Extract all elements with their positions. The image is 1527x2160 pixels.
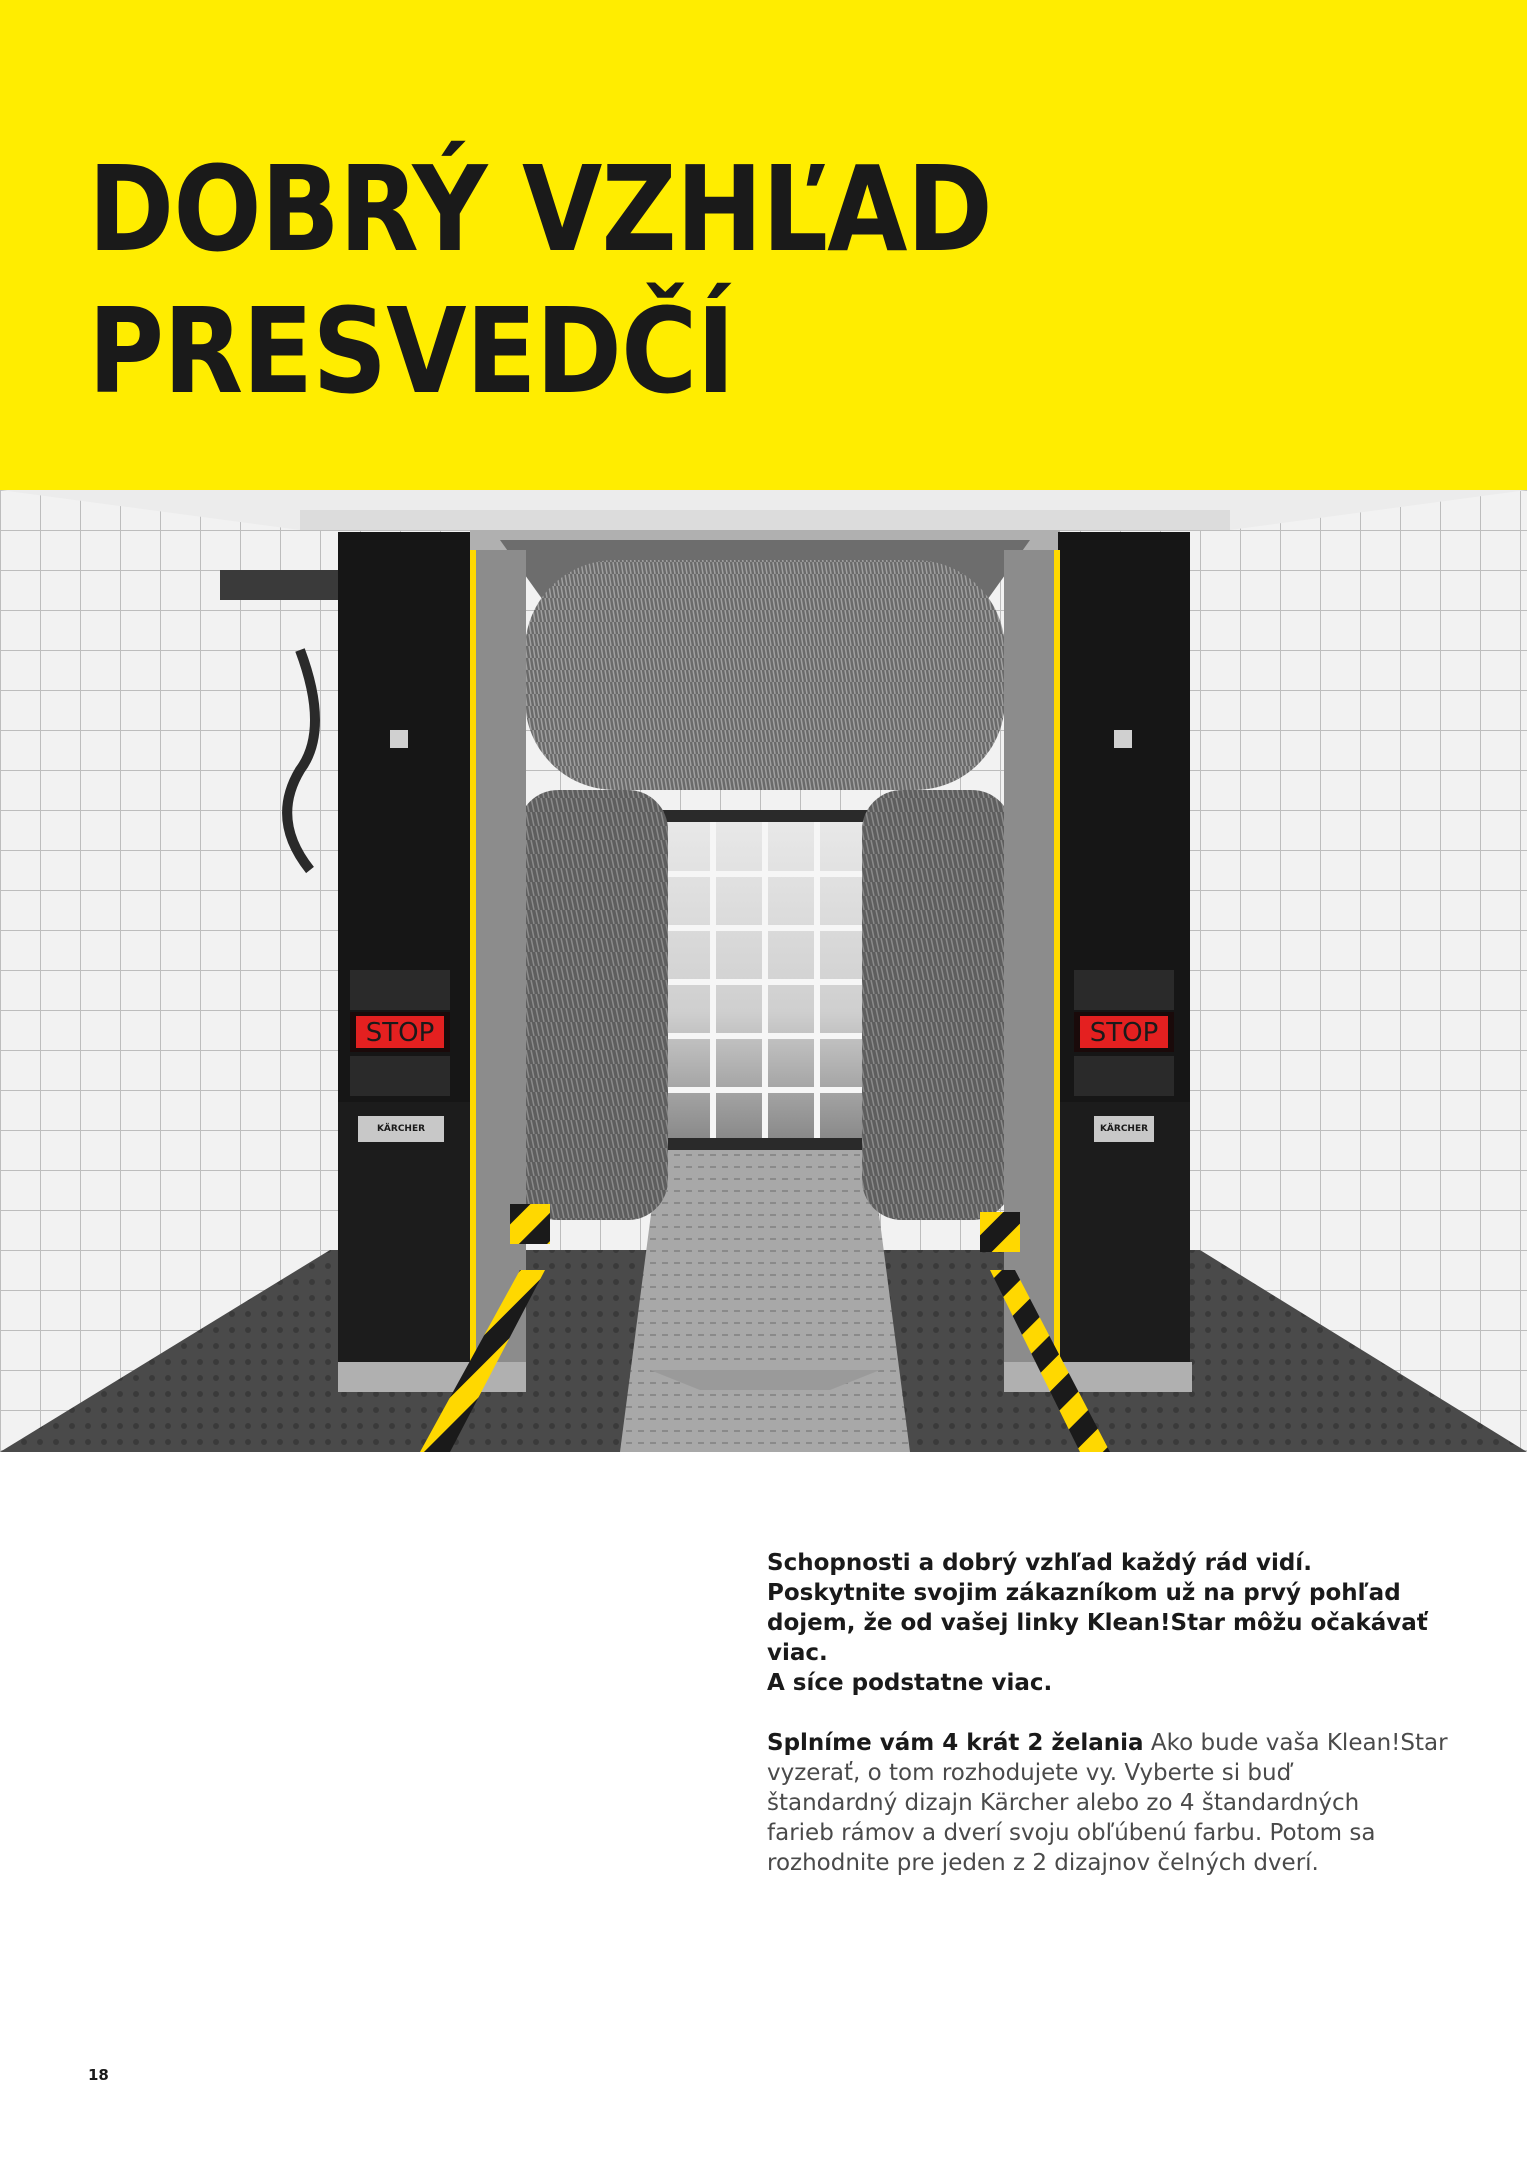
para-line-5: rozhodnite pre jeden z 2 dizajnov čelných dverí. (767, 1850, 1319, 1876)
title-line-1: DOBRÝ VZHĽAD (88, 140, 992, 278)
title-line-2: PRESVEDČÍ (88, 282, 735, 420)
para-line-2: vyzerať, o tom rozhodujete vy. Vyberte si buď (767, 1760, 1292, 1786)
stop-label-right: STOP (1089, 1018, 1159, 1048)
wishes-paragraph (767, 1728, 1467, 1878)
brand-plate-right: KÄRCHER (1099, 1124, 1149, 1134)
intro-line-1: Schopnosti a dobrý vzhľad každý rád vidí. (767, 1550, 1312, 1576)
intro-line-2: Poskytnite svojim zákazníkom už na prvý pohľad (767, 1580, 1401, 1606)
intro-line-3: dojem, že od vašej linky Klean!Star môžu očakávať viac. (767, 1610, 1428, 1666)
intro-line-4: A síce podstatne viac. (767, 1670, 1053, 1696)
para-line-3: štandardný dizajn Kärcher alebo zo 4 štandardných (767, 1790, 1360, 1816)
wishes-heading: Splníme vám 4 krát 2 želania (767, 1730, 1144, 1756)
para-line-1: Ako bude vaša Klean!Star (1143, 1730, 1448, 1756)
body-text (767, 1548, 1467, 1878)
car-wash-photo (0, 490, 1527, 1452)
brand-plate-left: KÄRCHER (376, 1124, 426, 1134)
page-title (88, 138, 992, 422)
para-line-4: farieb rámov a dverí svoju obľúbenú farbu. Potom sa (767, 1820, 1376, 1846)
stop-label-left: STOP (365, 1018, 435, 1048)
intro-paragraph (767, 1548, 1467, 1698)
page-number: 18 (88, 2066, 109, 2084)
